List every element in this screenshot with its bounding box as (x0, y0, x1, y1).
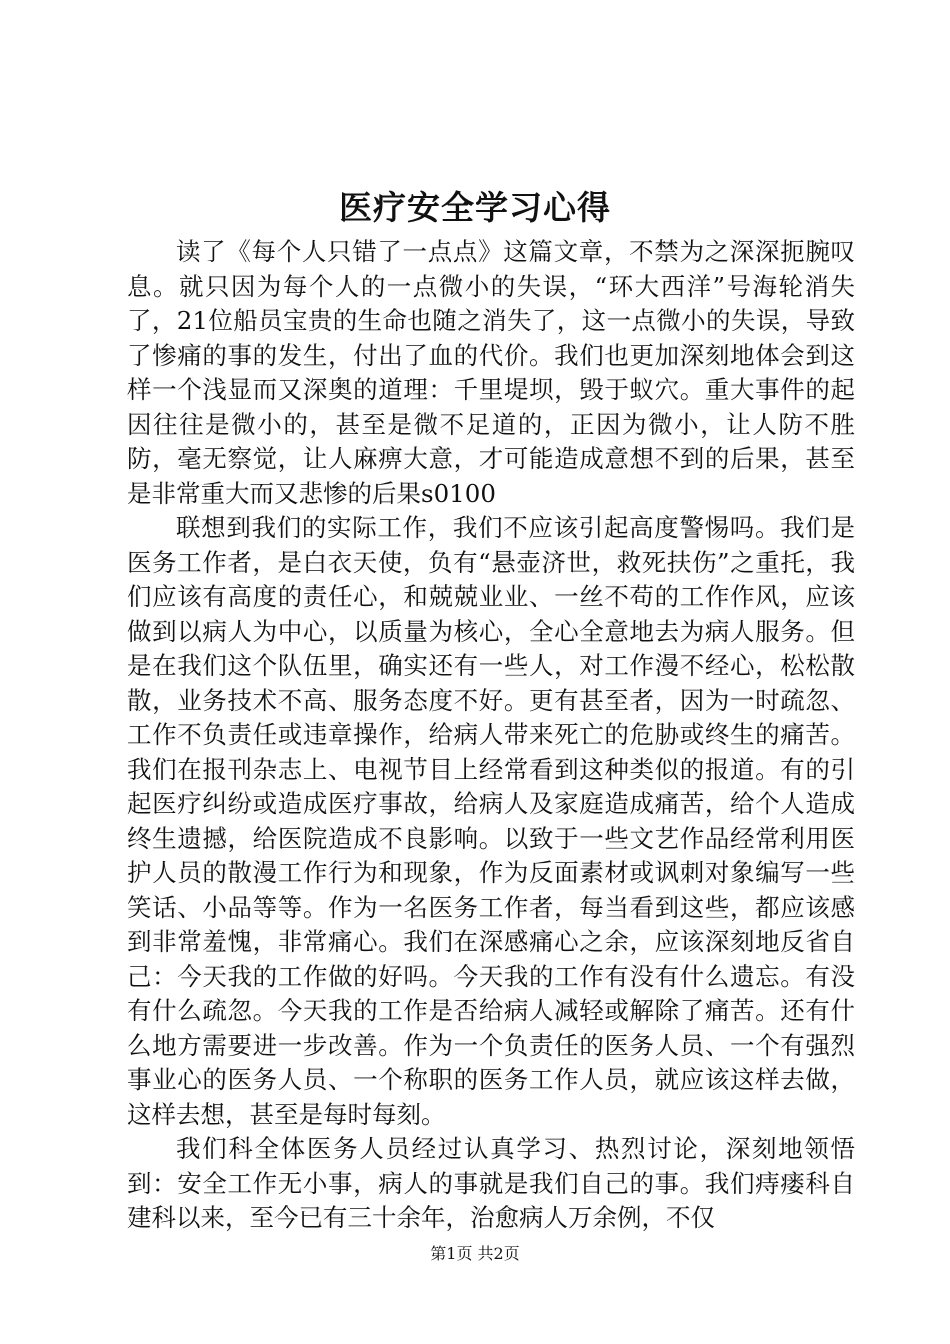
paragraph-1: 读了《每个人只错了一点点》这篇文章，不禁为之深深扼腕叹息。就只因为每个人的一点微小的失误，“环大西洋”号海轮消失了，21位船员宝贵的生命也随之消失了，这一点微小的失误，导致了惨痛的事的发生，付出了血的代价。我们也更加深刻地体会到这样一个浅显而又深奥的道理：千里堤坝，毁于蚁穴。重大事件的起因往往是微小的，甚至是微不足道的，正因为微小，让人防不胜防，毫无察觉，让人麻痹大意，才可能造成意想不到的后果，甚至是非常重大而又悲惨的后果s0100 (127, 237, 855, 508)
document-body (127, 235, 855, 1236)
page-number-footer: 第1页 共2页 (430, 1244, 520, 1263)
paragraph-3: 我们科全体医务人员经过认真学习、热烈讨论，深刻地领悟到：安全工作无小事，病人的事就是我们自己的事。我们痔瘘科自建科以来，至今已有三十余年，治愈病人万余例，不仅 (127, 1134, 855, 1232)
document-title: 医疗安全学习心得 (339, 188, 611, 227)
paragraph-2: 联想到我们的实际工作，我们不应该引起高度警惕吗。我们是医务工作者，是白衣天使，负有“悬壶济世，救死扶伤”之重托，我们应该有高度的责任心，和兢兢业业、一丝不苟的工作作风，应该做到以病人为中心，以质量为核心，全心全意地去为病人服务。但是在我们这个队伍里，确实还有一些人，对工作漫不经心，松松散散，业务技术不高、服务态度不好。更有甚至者，因为一时疏忽、工作不负责任或违章操作，给病人带来死亡的危胁或终生的痛苦。我们在报刊杂志上、电视节目上经常看到这种类似的报道。有的引起医疗纠纷或造成医疗事故，给病人及家庭造成痛苦，给个人造成终生遗撼，给医院造成不良影响。以致于一些文艺作品经常利用医护人员的散漫工作行为和现象，作为反面素材或讽刺对象编写一些笑话、小品等等。作为一名医务工作者，每当看到这些，都应该感到非常羞愧，非常痛心。我们在深感痛心之余，应该深刻地反省自己：今天我的工作做的好吗。今天我的工作有没有什么遗忘。有没有什么疏忽。今天我的工作是否给病人减轻或解除了痛苦。还有什么地方需要进一步改善。作为一个负责任的医务人员、一个有强烈事业心的医务人员、一个称职的医务工作人员，就应该这样去做，这样去想，甚至是每时每刻。 (127, 513, 855, 1129)
